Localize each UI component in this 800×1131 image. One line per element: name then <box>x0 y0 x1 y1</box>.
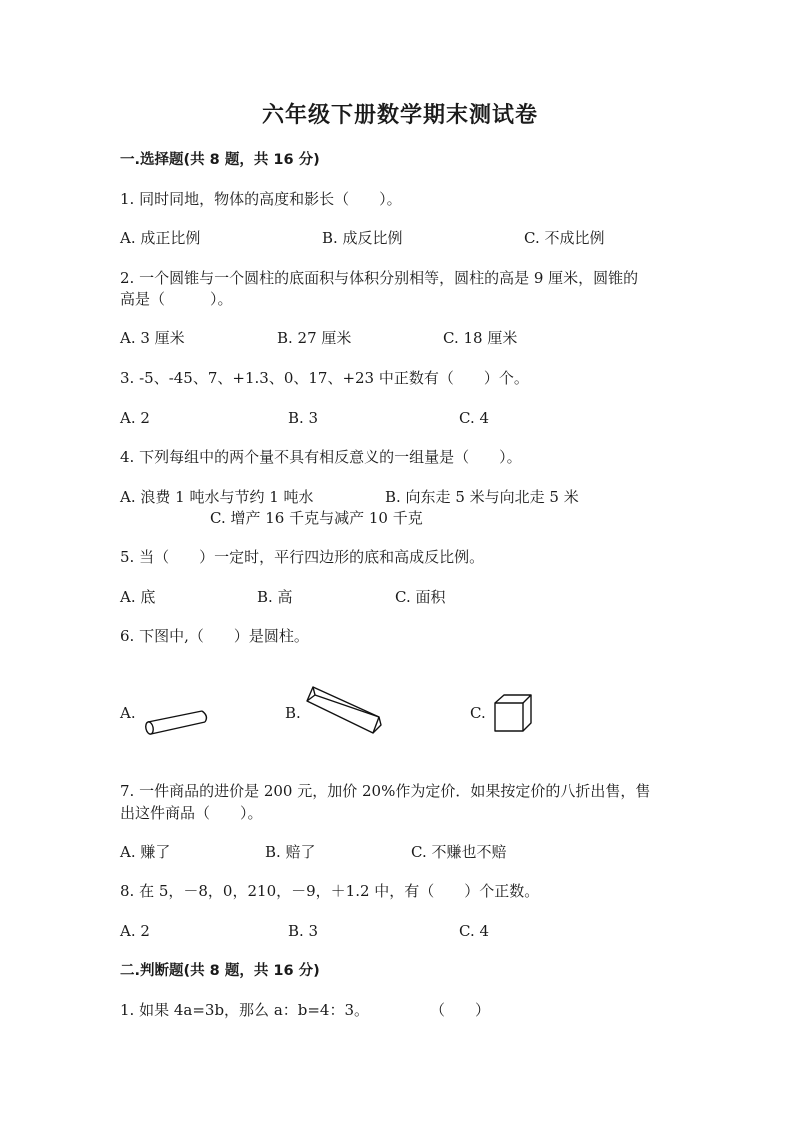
option-b: B. 成反比例 <box>322 229 403 247</box>
option-c: C. 面积 <box>395 588 446 606</box>
question-stem-line1: 7. 一件商品的进价是 200 元，加价 20%作为定价．如果按定价的八折出售，售 <box>120 782 651 800</box>
option-c: C. 增产 16 千克与减产 10 千克 <box>210 509 423 527</box>
page-title: 六年级下册数学期末测试卷 <box>261 102 538 128</box>
question-stem: 1. 同时同地，物体的高度和影长（ ）。 <box>120 190 402 208</box>
question-stem: 5. 当（ ）一定时，平行四边形的底和高成反比例。 <box>120 548 485 566</box>
option-b: B. <box>285 704 301 722</box>
question-stem: 1. 如果 4a=3b，那么 a：b=4：3。 <box>120 1001 370 1019</box>
question-stem: 6. 下图中,（ ）是圆柱。 <box>120 627 309 645</box>
option-a: A. 2 <box>120 922 150 940</box>
option-b: B. 向东走 5 米与向北走 5 米 <box>385 488 579 506</box>
option-b: B. 赔了 <box>265 843 316 861</box>
option-a: A. 成正比例 <box>120 229 201 247</box>
cube-figure <box>492 693 534 735</box>
option-c: C. 不成比例 <box>524 229 605 247</box>
option-c: C. <box>470 704 486 722</box>
question-stem: 4. 下列每组中的两个量不具有相反意义的一组量是（ ）。 <box>120 448 522 466</box>
option-a: A. 底 <box>120 588 156 606</box>
option-a: A. 2 <box>120 409 150 427</box>
question-stem-line1: 2. 一个圆锥与一个圆柱的底面积与体积分别相等，圆柱的高是 9 厘米，圆锥的 <box>120 269 639 287</box>
question-stem: 3. -5、-45、7、+1.3、0、17、+23 中正数有（ ）个。 <box>120 369 529 387</box>
option-c: C. 4 <box>459 922 490 940</box>
answer-blank: （ ） <box>430 1001 491 1019</box>
option-b: B. 3 <box>288 922 319 940</box>
option-c: C. 18 厘米 <box>443 329 518 347</box>
option-a: A. 赚了 <box>120 843 171 861</box>
option-c: C. 不赚也不赔 <box>411 843 507 861</box>
option-a: A. <box>120 704 136 722</box>
option-b: B. 3 <box>288 409 319 427</box>
section-heading-choice: 一.选择题(共 8 题，共 16 分) <box>120 152 320 168</box>
triangular-prism-figure <box>303 685 385 737</box>
option-c: C. 4 <box>459 409 490 427</box>
question-stem: 8. 在 5，－8，0，210，－9，＋1.2 中，有（ ）个正数。 <box>120 882 540 900</box>
question-stem-line2: 高是（ ）。 <box>120 290 233 308</box>
option-b: B. 高 <box>257 588 293 606</box>
option-a: A. 浪费 1 吨水与节约 1 吨水 <box>120 488 314 506</box>
option-a: A. 3 厘米 <box>120 329 185 347</box>
option-b: B. 27 厘米 <box>277 329 352 347</box>
cylinder-rod-figure <box>140 708 215 738</box>
section-heading-judgment: 二.判断题(共 8 题，共 16 分) <box>120 963 320 979</box>
question-stem-line2: 出这件商品（ ）。 <box>120 804 263 822</box>
